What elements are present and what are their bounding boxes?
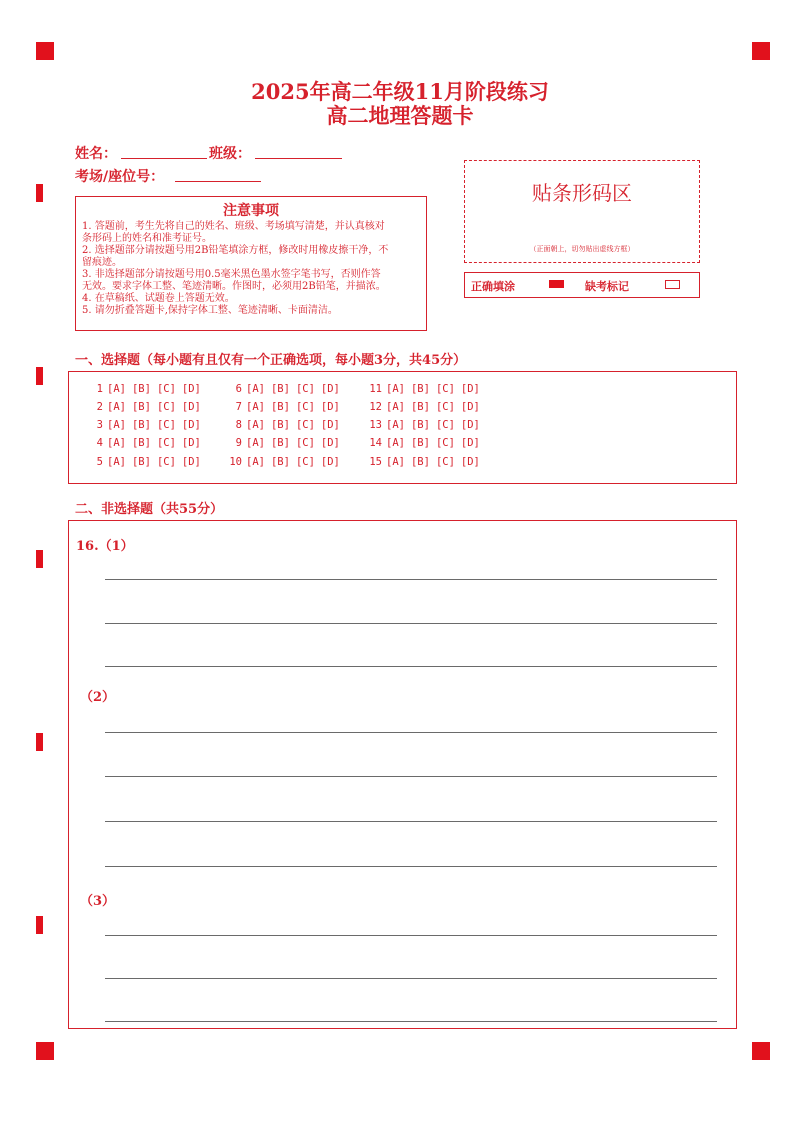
mc-option-bubble[interactable]: [D] bbox=[460, 383, 480, 395]
mc-option-bubble[interactable]: [A] bbox=[107, 456, 126, 468]
mc-option-bubble[interactable]: [B] bbox=[131, 419, 151, 431]
mc-question-number: 14 bbox=[369, 437, 382, 449]
notice-line: 2. 选择题部分请按题号用2B铅笔填涂方框，修改时用橡皮擦干净，不 bbox=[82, 245, 389, 256]
mc-option-bubble[interactable]: [A] bbox=[386, 383, 405, 395]
subquestion-3-label: （3） bbox=[80, 894, 116, 909]
mc-option-bubble[interactable]: [D] bbox=[320, 437, 340, 449]
mc-option-bubble[interactable]: [C] bbox=[295, 456, 315, 468]
mc-option-bubble[interactable]: [B] bbox=[131, 401, 151, 413]
mc-option-bubble[interactable]: [B] bbox=[270, 456, 290, 468]
notice-line: 无效。要求字体工整、笔迹清晰。作图时，必须用2B铅笔，并描浓。 bbox=[82, 281, 386, 292]
notice-line: 留痕迹。 bbox=[82, 257, 122, 268]
mc-question bbox=[364, 383, 486, 395]
timing-mark bbox=[36, 733, 43, 751]
mc-option-bubble[interactable]: [C] bbox=[156, 419, 176, 431]
mc-option-bubble[interactable]: [B] bbox=[270, 383, 290, 395]
mc-question-number: 7 bbox=[235, 401, 242, 413]
notice-line: 条形码上的姓名和准考证号。 bbox=[82, 233, 212, 244]
mc-question-number: 12 bbox=[369, 401, 382, 413]
mc-option-bubble[interactable]: [C] bbox=[435, 456, 455, 468]
mc-option-bubble[interactable]: [B] bbox=[410, 383, 430, 395]
mc-option-bubble[interactable]: [C] bbox=[156, 383, 176, 395]
mc-question bbox=[364, 401, 486, 413]
mc-question bbox=[85, 401, 207, 413]
mc-question-number: 3 bbox=[96, 419, 103, 431]
answer-line[interactable] bbox=[105, 1021, 717, 1022]
seat-label: 考场/座位号： bbox=[75, 169, 165, 185]
mc-option-bubble[interactable]: [C] bbox=[435, 401, 455, 413]
mc-question bbox=[364, 419, 486, 431]
notice-line: 5. 请勿折叠答题卡,保持字体工整、笔迹清晰、卡面清洁。 bbox=[82, 305, 338, 316]
section2-heading: 二、非选择题（共55分） bbox=[75, 502, 224, 517]
notice-box bbox=[75, 196, 427, 331]
answer-line[interactable] bbox=[105, 776, 717, 777]
mc-option-bubble[interactable]: [D] bbox=[181, 383, 201, 395]
mc-option-bubble[interactable]: [A] bbox=[246, 401, 265, 413]
answer-line[interactable] bbox=[105, 978, 717, 979]
notice-title: 注意事项 bbox=[223, 203, 279, 219]
notice-line: 4. 在草稿纸、试题卷上答题无效。 bbox=[82, 293, 235, 304]
mc-question bbox=[224, 456, 346, 468]
mc-option-bubble[interactable]: [D] bbox=[460, 401, 480, 413]
barcode-area bbox=[464, 160, 700, 263]
question-16-label: 16.（1） bbox=[76, 539, 134, 554]
mc-option-bubble[interactable]: [A] bbox=[386, 401, 405, 413]
class-label: 班级： bbox=[209, 146, 251, 162]
barcode-note: （正面朝上，切勿贴出虚线方框） bbox=[529, 245, 635, 253]
mc-question bbox=[85, 437, 207, 449]
mc-option-bubble[interactable]: [D] bbox=[460, 419, 480, 431]
mc-option-bubble[interactable]: [C] bbox=[435, 419, 455, 431]
mc-option-bubble[interactable]: [D] bbox=[320, 419, 340, 431]
mc-question-number: 4 bbox=[96, 437, 103, 449]
mc-question-number: 10 bbox=[229, 456, 242, 468]
correct-fill-sample bbox=[549, 280, 564, 288]
mc-option-bubble[interactable]: [B] bbox=[410, 419, 430, 431]
answer-line[interactable] bbox=[105, 866, 717, 867]
mc-option-bubble[interactable]: [B] bbox=[410, 437, 430, 449]
mc-option-bubble[interactable]: [C] bbox=[295, 383, 315, 395]
name-label: 姓名： bbox=[75, 146, 117, 162]
mc-option-bubble[interactable]: [B] bbox=[131, 456, 151, 468]
mc-question-number: 8 bbox=[235, 419, 242, 431]
mc-option-bubble[interactable]: [D] bbox=[320, 401, 340, 413]
mc-option-bubble[interactable]: [C] bbox=[156, 437, 176, 449]
mc-option-bubble[interactable]: [C] bbox=[295, 419, 315, 431]
mc-option-bubble[interactable]: [B] bbox=[270, 437, 290, 449]
mc-question bbox=[364, 456, 486, 468]
timing-mark bbox=[36, 550, 43, 568]
mc-option-bubble[interactable]: [C] bbox=[435, 437, 455, 449]
mc-option-bubble[interactable]: [D] bbox=[181, 419, 201, 431]
mc-option-bubble[interactable]: [B] bbox=[131, 437, 151, 449]
mc-option-bubble[interactable]: [D] bbox=[460, 437, 480, 449]
absent-mark-box[interactable] bbox=[665, 280, 680, 289]
mc-question bbox=[224, 383, 346, 395]
subquestion-2-label: （2） bbox=[80, 690, 116, 705]
mc-question-number: 11 bbox=[369, 383, 382, 395]
fill-legend bbox=[464, 272, 700, 298]
mc-option-bubble[interactable]: [D] bbox=[320, 383, 340, 395]
mc-question bbox=[224, 401, 346, 413]
mc-option-bubble[interactable]: [A] bbox=[246, 437, 265, 449]
mc-option-bubble[interactable]: [A] bbox=[386, 419, 405, 431]
multiple-choice-grid bbox=[68, 371, 737, 484]
mc-option-bubble[interactable]: [A] bbox=[386, 437, 405, 449]
answer-line[interactable] bbox=[105, 623, 717, 624]
mc-option-bubble[interactable]: [C] bbox=[295, 437, 315, 449]
corner-mark-bottom-left bbox=[36, 1042, 54, 1060]
page-subtitle: 高二地理答题卡 bbox=[326, 103, 474, 128]
mc-question-number: 6 bbox=[235, 383, 242, 395]
mc-option-bubble[interactable]: [D] bbox=[320, 456, 340, 468]
mc-option-bubble[interactable]: [B] bbox=[131, 383, 151, 395]
mc-option-bubble[interactable]: [A] bbox=[246, 419, 265, 431]
mc-question-number: 2 bbox=[96, 401, 103, 413]
section1-heading: 一、选择题（每小题有且仅有一个正确选项，每小题3分，共45分） bbox=[75, 353, 467, 368]
seat-field[interactable] bbox=[175, 180, 261, 182]
mc-option-bubble[interactable]: [C] bbox=[435, 383, 455, 395]
mc-option-bubble[interactable]: [D] bbox=[181, 401, 201, 413]
corner-mark-top-left bbox=[36, 42, 54, 60]
mc-option-bubble[interactable]: [C] bbox=[156, 456, 176, 468]
answer-line[interactable] bbox=[105, 666, 717, 667]
correct-fill-label: 正确填涂 bbox=[471, 280, 515, 293]
barcode-title: 贴条形码区 bbox=[532, 181, 632, 205]
mc-option-bubble[interactable]: [D] bbox=[460, 456, 480, 468]
corner-mark-top-right bbox=[752, 42, 770, 60]
mc-option-bubble[interactable]: [D] bbox=[181, 437, 201, 449]
mc-question bbox=[224, 419, 346, 431]
mc-option-bubble[interactable]: [A] bbox=[107, 437, 126, 449]
mc-option-bubble[interactable]: [A] bbox=[107, 419, 126, 431]
notice-line: 1. 答题前，考生先将自己的姓名、班级、考场填写清楚，并认真核对 bbox=[82, 221, 385, 232]
answer-line[interactable] bbox=[105, 579, 717, 580]
mc-option-bubble[interactable]: [A] bbox=[246, 456, 265, 468]
corner-mark-bottom-right bbox=[752, 1042, 770, 1060]
page-title: 2025年高二年级11月阶段练习 bbox=[251, 79, 549, 104]
mc-option-bubble[interactable]: [A] bbox=[386, 456, 405, 468]
timing-mark bbox=[36, 367, 43, 385]
name-field[interactable] bbox=[121, 157, 207, 159]
mc-option-bubble[interactable]: [A] bbox=[107, 401, 126, 413]
notice-line: 3. 非选择题部分请按题号用0.5毫米黑色墨水签字笔书写，否则作答 bbox=[82, 269, 381, 280]
mc-question-number: 13 bbox=[369, 419, 382, 431]
mc-question-number: 1 bbox=[96, 383, 103, 395]
open-answer-area bbox=[68, 520, 737, 1029]
mc-option-bubble[interactable]: [C] bbox=[156, 401, 176, 413]
mc-option-bubble[interactable]: [C] bbox=[295, 401, 315, 413]
absent-mark-label: 缺考标记 bbox=[585, 280, 629, 293]
class-field[interactable] bbox=[255, 157, 342, 159]
mc-option-bubble[interactable]: [B] bbox=[410, 401, 430, 413]
mc-question bbox=[364, 437, 486, 449]
mc-option-bubble[interactable]: [D] bbox=[181, 456, 201, 468]
mc-question-number: 9 bbox=[235, 437, 242, 449]
mc-option-bubble[interactable]: [B] bbox=[270, 419, 290, 431]
answer-line[interactable] bbox=[105, 935, 717, 936]
mc-question-number: 15 bbox=[369, 456, 382, 468]
mc-question bbox=[85, 383, 207, 395]
mc-option-bubble[interactable]: [B] bbox=[410, 456, 430, 468]
mc-option-bubble[interactable]: [A] bbox=[107, 383, 126, 395]
answer-line[interactable] bbox=[105, 821, 717, 822]
mc-question bbox=[85, 419, 207, 431]
mc-question-number: 5 bbox=[96, 456, 103, 468]
mc-question bbox=[85, 456, 207, 468]
mc-option-bubble[interactable]: [B] bbox=[270, 401, 290, 413]
answer-line[interactable] bbox=[105, 732, 717, 733]
mc-question bbox=[224, 437, 346, 449]
timing-mark bbox=[36, 916, 43, 934]
timing-mark bbox=[36, 184, 43, 202]
mc-option-bubble[interactable]: [A] bbox=[246, 383, 265, 395]
